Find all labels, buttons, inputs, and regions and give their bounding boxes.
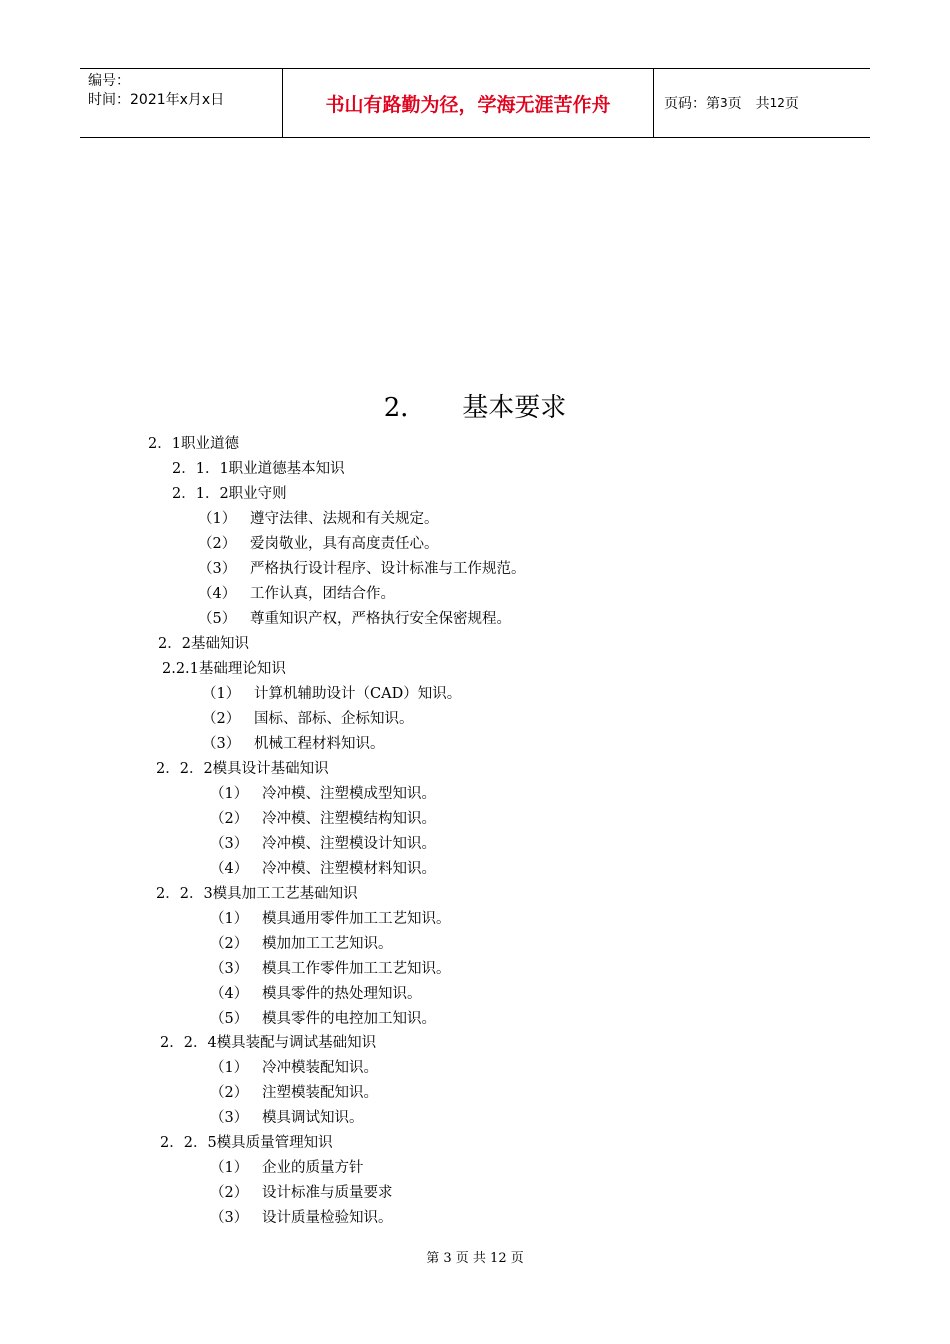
list-item: （1） 冷冲模装配知识。 (210, 1060, 378, 1076)
section-heading: 2．1职业道德 (148, 436, 239, 452)
subsection-heading: 2.2.1基础理论知识 (162, 661, 286, 677)
page-title (0, 388, 950, 428)
list-item: （2） 设计标准与质量要求 (210, 1185, 393, 1201)
list-item: （3） 模具调试知识。 (210, 1110, 364, 1126)
page-prefix: 页码：第 (664, 96, 720, 112)
page-mid: 页 共 (727, 96, 770, 112)
doc-time-label: 时间：2021年x月x日 (88, 92, 225, 108)
footer-page-text: 第 3 页 共 12 页 (426, 1251, 524, 1266)
list-item: （3） 冷冲模、注塑模设计知识。 (210, 836, 436, 852)
list-item: （4） 工作认真，团结合作。 (198, 586, 395, 602)
list-item: （3） 机械工程材料知识。 (202, 736, 385, 752)
list-item: （3） 模具工作零件加工工艺知识。 (210, 961, 451, 977)
header-motto-cell (282, 69, 654, 137)
list-item: （3） 设计质量检验知识。 (210, 1210, 393, 1226)
page-suffix: 页 (784, 96, 799, 112)
title-text: 基本要求 (462, 393, 567, 423)
subsection-heading: 2．2．2模具设计基础知识 (156, 761, 329, 777)
subsection-heading: 2．2．5模具质量管理知识 (160, 1135, 333, 1151)
list-item: （1） 计算机辅助设计（CAD）知识。 (202, 686, 462, 702)
motto-text: 书山有路勤为径，学海无涯苦作舟 (325, 93, 611, 116)
list-item: （4） 模具零件的热处理知识。 (210, 986, 422, 1002)
list-item: （5） 尊重知识产权，严格执行安全保密规程。 (198, 611, 511, 627)
page-number: 3 (720, 96, 728, 110)
doc-number-label: 编号： (88, 73, 130, 89)
subsection-heading: 2．2．4模具装配与调试基础知识 (160, 1035, 377, 1051)
list-item: （1） 冷冲模、注塑模成型知识。 (210, 786, 436, 802)
subsection-heading: 2．1．1职业道德基本知识 (172, 461, 345, 477)
list-item: （2） 冷冲模、注塑模结构知识。 (210, 811, 436, 827)
list-item: （3） 严格执行设计程序、设计标准与工作规范。 (198, 561, 526, 577)
list-item: （4） 冷冲模、注塑模材料知识。 (210, 861, 436, 877)
header-table (80, 68, 870, 138)
section-heading: 2．2基础知识 (158, 636, 249, 652)
list-item: （1） 遵守法律、法规和有关规定。 (198, 511, 439, 527)
page-footer (0, 1247, 950, 1266)
header-page-cell (654, 69, 870, 137)
subsection-heading: 2．2．3模具加工工艺基础知识 (156, 886, 358, 902)
list-item: （2） 国标、部标、企标知识。 (202, 711, 414, 727)
list-item: （1） 企业的质量方针 (210, 1160, 364, 1176)
title-number: 2． (383, 393, 427, 423)
list-item: （5） 模具零件的电控加工知识。 (210, 1011, 436, 1027)
list-item: （2） 注塑模装配知识。 (210, 1085, 378, 1101)
list-item: （2） 爱岗敬业，具有高度责任心。 (198, 536, 439, 552)
list-item: （2） 模加加工工艺知识。 (210, 936, 393, 952)
header-meta-cell (80, 69, 282, 137)
list-item: （1） 模具通用零件加工工艺知识。 (210, 911, 451, 927)
subsection-heading: 2．1．2职业守则 (172, 486, 287, 502)
page-total: 12 (769, 96, 785, 110)
